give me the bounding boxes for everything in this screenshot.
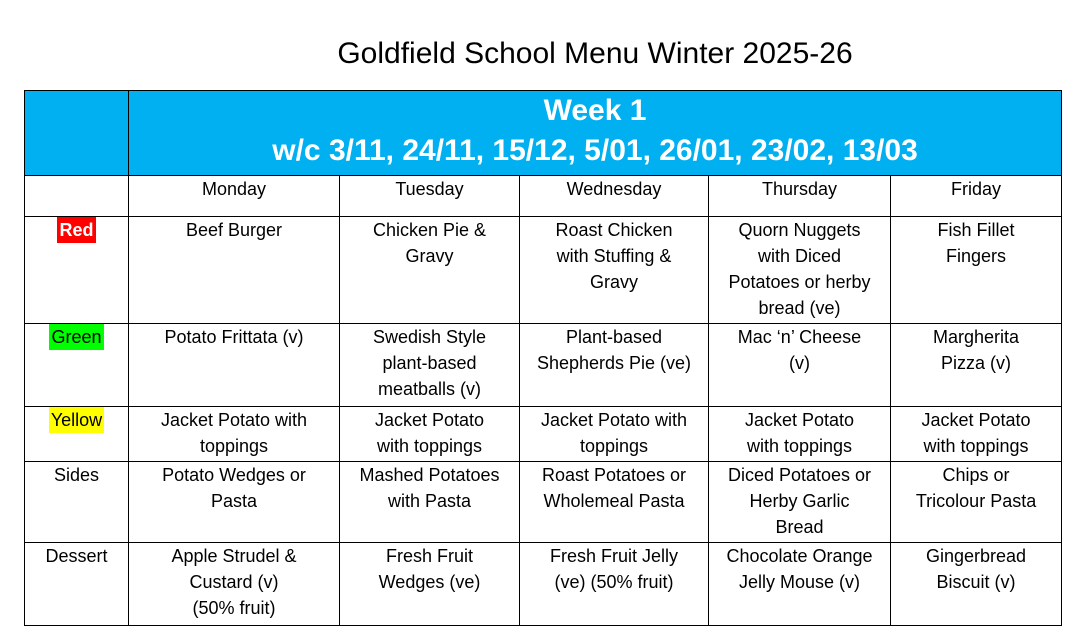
menu-item-line: Jacket Potato with: [540, 410, 688, 430]
menu-item-cell: [520, 324, 709, 407]
menu-item-line: plant-based: [382, 353, 477, 373]
menu-item-line: with toppings: [376, 436, 483, 456]
menu-item-line: Gravy: [405, 246, 454, 266]
menu-table: [24, 90, 1062, 626]
menu-item-line: Pasta: [210, 491, 258, 511]
menu-item-cell: [709, 543, 891, 626]
menu-item-line: Diced Potatoes or: [727, 465, 872, 485]
week-dates: w/c 3/11, 24/11, 15/12, 5/01, 26/01, 23/02, 13/03: [272, 134, 918, 167]
day-header-wednesday: Wednesday: [520, 176, 709, 217]
menu-item-cell: [891, 407, 1062, 462]
category-label: Green: [49, 324, 103, 350]
menu-item-line: Bread: [775, 517, 824, 537]
menu-item-cell: [520, 543, 709, 626]
menu-row-yellow: [25, 407, 1062, 462]
menu-item-line: Potato Frittata (v): [164, 327, 304, 347]
menu-item-line: Tricolour Pasta: [915, 491, 1037, 511]
menu-item-line: Chicken Pie &: [372, 220, 487, 240]
menu-item-line: bread (ve): [758, 298, 841, 318]
menu-item-cell: [891, 462, 1062, 543]
menu-item-line: Fresh Fruit: [385, 546, 473, 566]
menu-item-line: Fresh Fruit Jelly: [549, 546, 679, 566]
menu-item-cell: [520, 462, 709, 543]
day-corner-cell: [25, 176, 129, 217]
category-label: Yellow: [49, 407, 104, 433]
menu-item-line: with Diced: [757, 246, 842, 266]
menu-row-red: [25, 217, 1062, 324]
menu-item-line: Mac ‘n’ Cheese: [737, 327, 862, 347]
menu-item-line: Jacket Potato: [921, 410, 1031, 430]
menu-item-line: Margherita: [933, 327, 1020, 347]
page-title: Goldfield School Menu Winter 2025-26: [337, 37, 853, 70]
menu-item-line: Mashed Potatoes: [359, 465, 500, 485]
menu-item-line: with toppings: [746, 436, 853, 456]
week-header-row: [25, 91, 1062, 176]
menu-item-cell: [891, 217, 1062, 324]
menu-item-line: Jelly Mouse (v): [738, 572, 861, 592]
menu-item-cell: [520, 407, 709, 462]
category-cell: [25, 407, 129, 462]
menu-item-line: Herby Garlic: [749, 491, 850, 511]
menu-item-line: Potatoes or herby: [728, 272, 871, 292]
category-label: Sides: [53, 465, 100, 485]
menu-item-cell: [340, 543, 520, 626]
category-label: Dessert: [45, 546, 108, 566]
category-cell: [25, 543, 129, 626]
menu-item-line: (v): [789, 353, 810, 373]
menu-item-line: Jacket Potato with: [160, 410, 308, 430]
day-header-row: [25, 176, 1062, 217]
menu-item-line: with Pasta: [387, 491, 472, 511]
menu-item-cell: [709, 462, 891, 543]
menu-item-line: (50% fruit): [192, 598, 276, 618]
menu-item-cell: [129, 407, 340, 462]
category-cell: [25, 462, 129, 543]
menu-item-line: Swedish Style: [372, 327, 487, 347]
menu-item-cell: [891, 543, 1062, 626]
menu-item-cell: [709, 324, 891, 407]
menu-item-line: Gravy: [589, 272, 638, 292]
menu-item-cell: [709, 407, 891, 462]
header-corner-cell: [25, 91, 129, 176]
menu-item-cell: [129, 324, 340, 407]
menu-item-line: Plant-based: [565, 327, 663, 347]
menu-item-line: Quorn Nuggets: [738, 220, 861, 240]
category-cell: [25, 217, 129, 324]
menu-item-line: Chocolate Orange: [726, 546, 873, 566]
menu-item-line: Jacket Potato: [744, 410, 855, 430]
menu-item-line: Roast Potatoes or: [541, 465, 687, 485]
day-header-monday: Monday: [129, 176, 340, 217]
menu-item-line: toppings: [579, 436, 649, 456]
category-label: Red: [57, 217, 95, 243]
menu-item-cell: [340, 462, 520, 543]
menu-item-line: Gingerbread: [925, 546, 1027, 566]
menu-row-green: [25, 324, 1062, 407]
day-header-friday: Friday: [891, 176, 1062, 217]
menu-item-line: Chips or: [942, 465, 1010, 485]
menu-item-line: Shepherds Pie (ve): [536, 353, 692, 373]
menu-item-line: with toppings: [923, 436, 1029, 456]
menu-item-line: with Stuffing &: [556, 246, 672, 266]
menu-item-line: Roast Chicken: [555, 220, 673, 240]
menu-item-cell: [129, 543, 340, 626]
day-header-thursday: Thursday: [709, 176, 891, 217]
menu-item-cell: [340, 407, 520, 462]
menu-item-line: Wholemeal Pasta: [543, 491, 685, 511]
menu-item-line: Custard (v): [189, 572, 279, 592]
menu-item-line: toppings: [199, 436, 269, 456]
menu-item-line: Apple Strudel &: [171, 546, 297, 566]
menu-item-line: Wedges (ve): [378, 572, 481, 592]
menu-row-sides: [25, 462, 1062, 543]
week-header-cell: [129, 91, 1062, 176]
menu-item-line: Potato Wedges or: [162, 465, 306, 485]
menu-item-cell: [340, 217, 520, 324]
menu-item-line: Jacket Potato: [374, 410, 485, 430]
menu-item-cell: [520, 217, 709, 324]
category-cell: [25, 324, 129, 407]
menu-item-cell: [129, 217, 340, 324]
menu-item-line: (ve) (50% fruit): [554, 572, 674, 592]
menu-item-cell: [340, 324, 520, 407]
menu-item-line: Fingers: [946, 246, 1007, 266]
menu-item-cell: [709, 217, 891, 324]
menu-item-line: meatballs (v): [377, 379, 482, 399]
menu-item-cell: [129, 462, 340, 543]
week-label: Week 1: [543, 94, 647, 127]
day-header-tuesday: Tuesday: [340, 176, 520, 217]
menu-item-line: Biscuit (v): [936, 572, 1016, 592]
menu-item-line: Pizza (v): [941, 353, 1012, 373]
menu-item-cell: [891, 324, 1062, 407]
menu-item-line: Fish Fillet: [937, 220, 1015, 240]
menu-row-dessert: [25, 543, 1062, 626]
menu-item-line: Beef Burger: [185, 220, 283, 240]
